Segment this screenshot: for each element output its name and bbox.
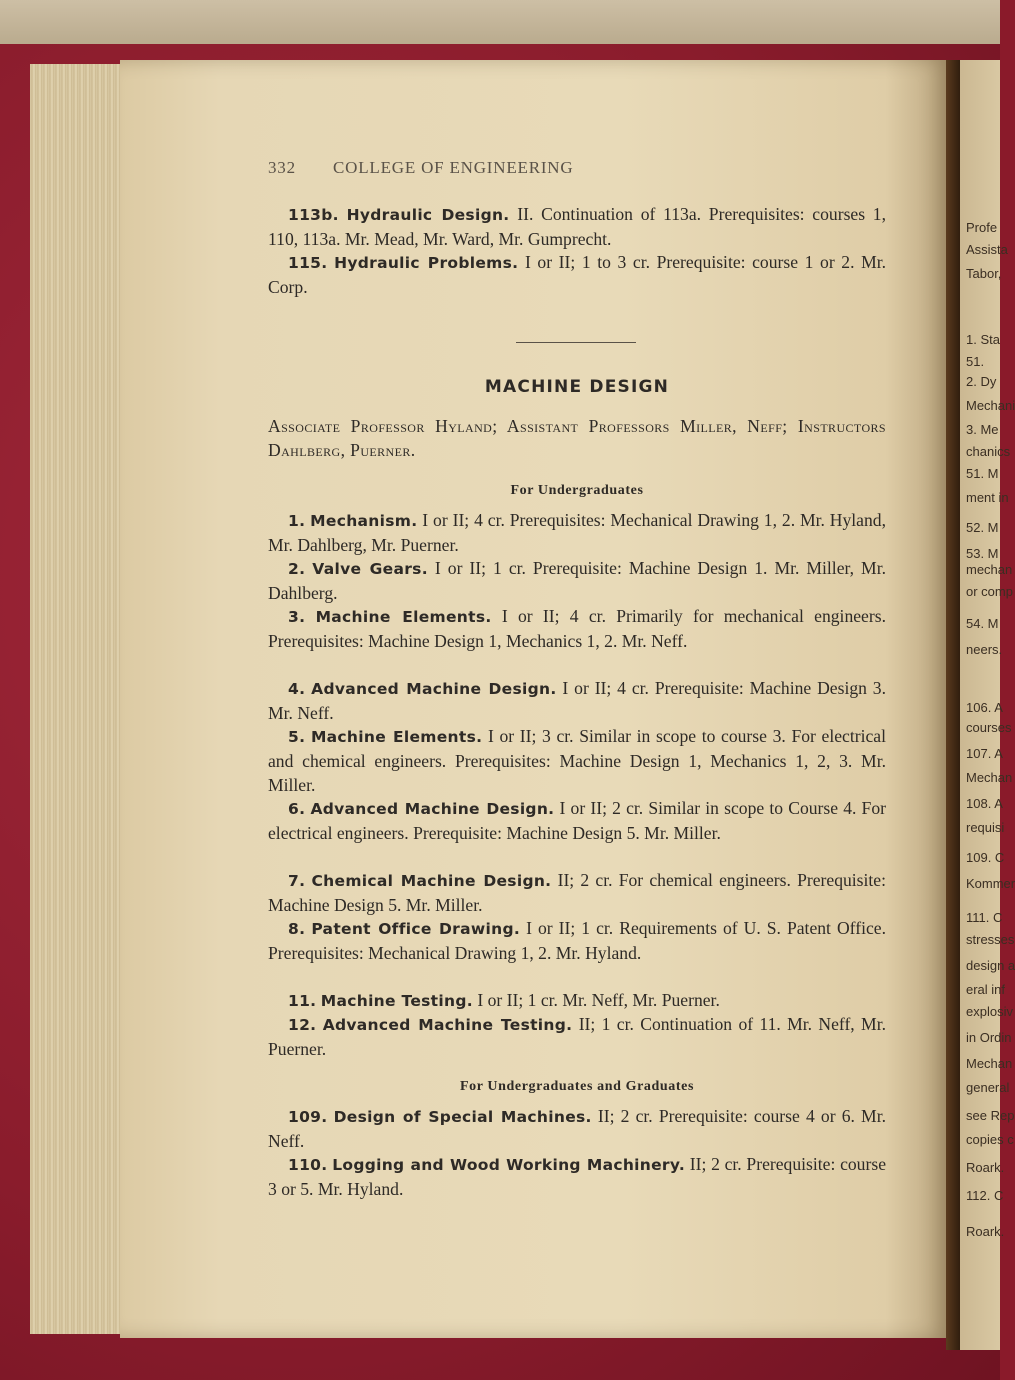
- facing-page-fragment: see Rep: [966, 1108, 1015, 1123]
- course-description: II; 2 cr. Prerequisite: course 3 or 5. Mr. Hyland.: [268, 1154, 886, 1200]
- course-number: 1.: [288, 512, 306, 530]
- course-number: 115.: [288, 254, 328, 272]
- facing-page-fragment: 53. M: [966, 546, 999, 561]
- course-entry: [268, 676, 886, 725]
- course-description: I or II; 4 cr. Primarily for mechanical engineers. Prerequisites: Machine Design 1, Mechanics 1, 2. Mr. Neff.: [268, 606, 886, 652]
- course-description: I or II; 1 to 3 cr. Prerequisite: course 1 or 2. Mr. Corp.: [268, 252, 887, 298]
- facing-page-fragment: requisi: [966, 820, 1005, 835]
- facing-page-fragment: Roark.: [966, 1160, 1005, 1175]
- course-number: 7.: [288, 872, 306, 890]
- course-name: Hydraulic Problems.: [334, 254, 519, 272]
- course-name: Mechanism.: [310, 512, 418, 530]
- course-name: Machine Testing.: [320, 992, 473, 1010]
- course-entry: [268, 508, 886, 557]
- facing-page-fragment: Profe: [966, 220, 998, 235]
- facing-page-fragment: Assista: [966, 242, 1008, 257]
- course-name: Machine Elements.: [310, 728, 483, 746]
- course-entry: [268, 250, 886, 299]
- course-name: Logging and Wood Working Machinery.: [332, 1156, 686, 1174]
- course-number: 109.: [288, 1108, 328, 1126]
- facing-page-fragment: 51. M: [966, 466, 999, 481]
- facing-page-fragment: 3. Me: [966, 422, 999, 437]
- course-description: I or II; 2 cr. Similar in scope to Course 4. For electrical engineers. Prerequisite: Machine Design 5. Mr. Miller.: [268, 798, 887, 844]
- course-entry: [268, 604, 886, 653]
- course-number: 3.: [288, 608, 306, 626]
- undergrad-heading: For Undergraduates: [510, 483, 644, 498]
- course-number: 2.: [288, 560, 306, 578]
- course-description: II; 2 cr. For chemical engineers. Prerequisite: Machine Design 5. Mr. Miller.: [268, 870, 887, 916]
- course-entry: [268, 1012, 886, 1061]
- facing-page-fragment: courses: [966, 720, 1012, 735]
- facing-page-fragment: 1. Sta: [966, 332, 1000, 347]
- course-entry: [268, 1104, 886, 1153]
- section-divider: [516, 342, 636, 343]
- facing-page-fragment: or comp: [966, 584, 1013, 599]
- facing-page-fragment: design a: [966, 958, 1015, 973]
- facing-page-fragment: Mechan: [966, 770, 1013, 785]
- course-number: 6.: [288, 800, 306, 818]
- facing-page-fragment: 52. M: [966, 520, 999, 535]
- course-description: I or II; 4 cr. Prerequisites: Mechanical Drawing 1, 2. Mr. Hyland, Mr. Dahlberg, Mr. Puerner.: [268, 510, 886, 556]
- page-number: 332: [268, 158, 296, 177]
- course-name: Machine Elements.: [315, 608, 492, 626]
- course-entry: [268, 724, 886, 798]
- course-number: 12.: [288, 1016, 317, 1034]
- facing-page-fragment: explosiv: [966, 1004, 1013, 1019]
- facing-page-fragment: 107. A: [966, 746, 1003, 761]
- course-description: I or II; 3 cr. Similar in scope to course 3. For electrical and chemical engineers. Prerequisites: Machine Design 1, Mechanics 1, 2, 3. Mr. Miller.: [268, 726, 886, 796]
- facing-page-fragment: neers.: [966, 642, 1003, 657]
- course-description: I or II; 4 cr. Prerequisite: Machine Design 3. Mr. Neff.: [268, 678, 886, 724]
- facing-page-fragment: 109. C: [966, 850, 1005, 865]
- facing-page-fragment: chanics: [966, 444, 1011, 459]
- department-staff: Associate Professor Hyland; Assistant Professors Miller, Neff; Instructors Dahlberg, Puerner.: [268, 416, 886, 461]
- course-description: I or II; 1 cr. Requirements of U. S. Patent Office. Prerequisites: Mechanical Drawing 1, 2. Mr. Hyland.: [268, 918, 886, 964]
- facing-page-fragment: Mechani: [966, 398, 1015, 413]
- facing-page-fragment: 2. Dy: [966, 374, 997, 389]
- facing-page-fragment: ment in: [966, 490, 1009, 505]
- course-entry: [268, 988, 886, 1013]
- course-number: 8.: [288, 920, 306, 938]
- course-description: II. Continuation of 113a. Prerequisites: courses 1, 110, 113a. Mr. Mead, Mr. Ward, Mr. Gumprecht.: [268, 204, 887, 250]
- course-entry: [268, 796, 886, 845]
- course-name: Valve Gears.: [312, 560, 428, 578]
- facing-page-fragment: Roark.: [966, 1224, 1005, 1239]
- running-head-title: COLLEGE OF ENGINEERING: [333, 158, 574, 177]
- grad-heading: For Undergraduates and Graduates: [459, 1079, 694, 1094]
- department-title: MACHINE DESIGN: [484, 377, 670, 397]
- course-description: I or II; 1 cr. Prerequisite: Machine Design 1. Mr. Miller, Mr. Dahlberg.: [268, 558, 886, 604]
- course-name: Advanced Machine Testing.: [322, 1016, 573, 1034]
- course-entry: [268, 916, 886, 965]
- facing-page-fragment: 51.: [966, 354, 985, 369]
- course-number: 5.: [288, 728, 306, 746]
- course-number: 4.: [288, 680, 306, 698]
- course-description: II; 2 cr. Prerequisite: course 4 or 6. Mr. Neff.: [268, 1106, 886, 1152]
- facing-page-fragment: Tabor,: [966, 266, 1002, 281]
- course-name: Patent Office Drawing.: [311, 920, 521, 938]
- course-name: Design of Special Machines.: [333, 1108, 592, 1126]
- facing-page-fragment: general: [966, 1080, 1010, 1095]
- facing-page-fragment: mechan: [966, 562, 1013, 577]
- course-description: II; 1 cr. Continuation of 11. Mr. Neff, Mr. Puerner.: [268, 1014, 886, 1060]
- course-name: Advanced Machine Design.: [310, 800, 555, 818]
- course-description: I or II; 1 cr. Mr. Neff, Mr. Puerner.: [477, 990, 720, 1010]
- facing-page-fragment: Mechan: [966, 1056, 1013, 1071]
- course-entry: [268, 202, 886, 251]
- course-name: Advanced Machine Design.: [311, 680, 557, 698]
- course-entry: [268, 868, 886, 917]
- course-entry: [268, 1152, 886, 1201]
- course-number: 11.: [288, 992, 317, 1010]
- facing-page-fragment: 111. C: [966, 910, 1003, 925]
- facing-page-fragment: 112. C: [966, 1188, 1004, 1203]
- course-name: Hydraulic Design.: [346, 206, 510, 224]
- running-head: [268, 158, 888, 178]
- facing-page-fragment: copies c: [966, 1132, 1014, 1147]
- facing-page: [960, 60, 1015, 1350]
- book-cover-top: [0, 0, 1000, 48]
- course-name: Chemical Machine Design.: [311, 872, 552, 890]
- facing-page-fragment: 54. M: [966, 616, 999, 631]
- facing-page-fragment: 106. A: [966, 700, 1003, 715]
- course-number: 113b.: [288, 206, 339, 224]
- facing-page-fragment: stresses: [966, 932, 1015, 947]
- facing-page-fragment: Kommer: [966, 876, 1015, 891]
- facing-page-fragment: eral inf: [966, 982, 1006, 997]
- facing-page-fragment: in Ordin: [966, 1030, 1012, 1045]
- course-entry: [268, 556, 886, 605]
- course-number: 110.: [288, 1156, 328, 1174]
- facing-page-fragment: 108. A: [966, 796, 1003, 811]
